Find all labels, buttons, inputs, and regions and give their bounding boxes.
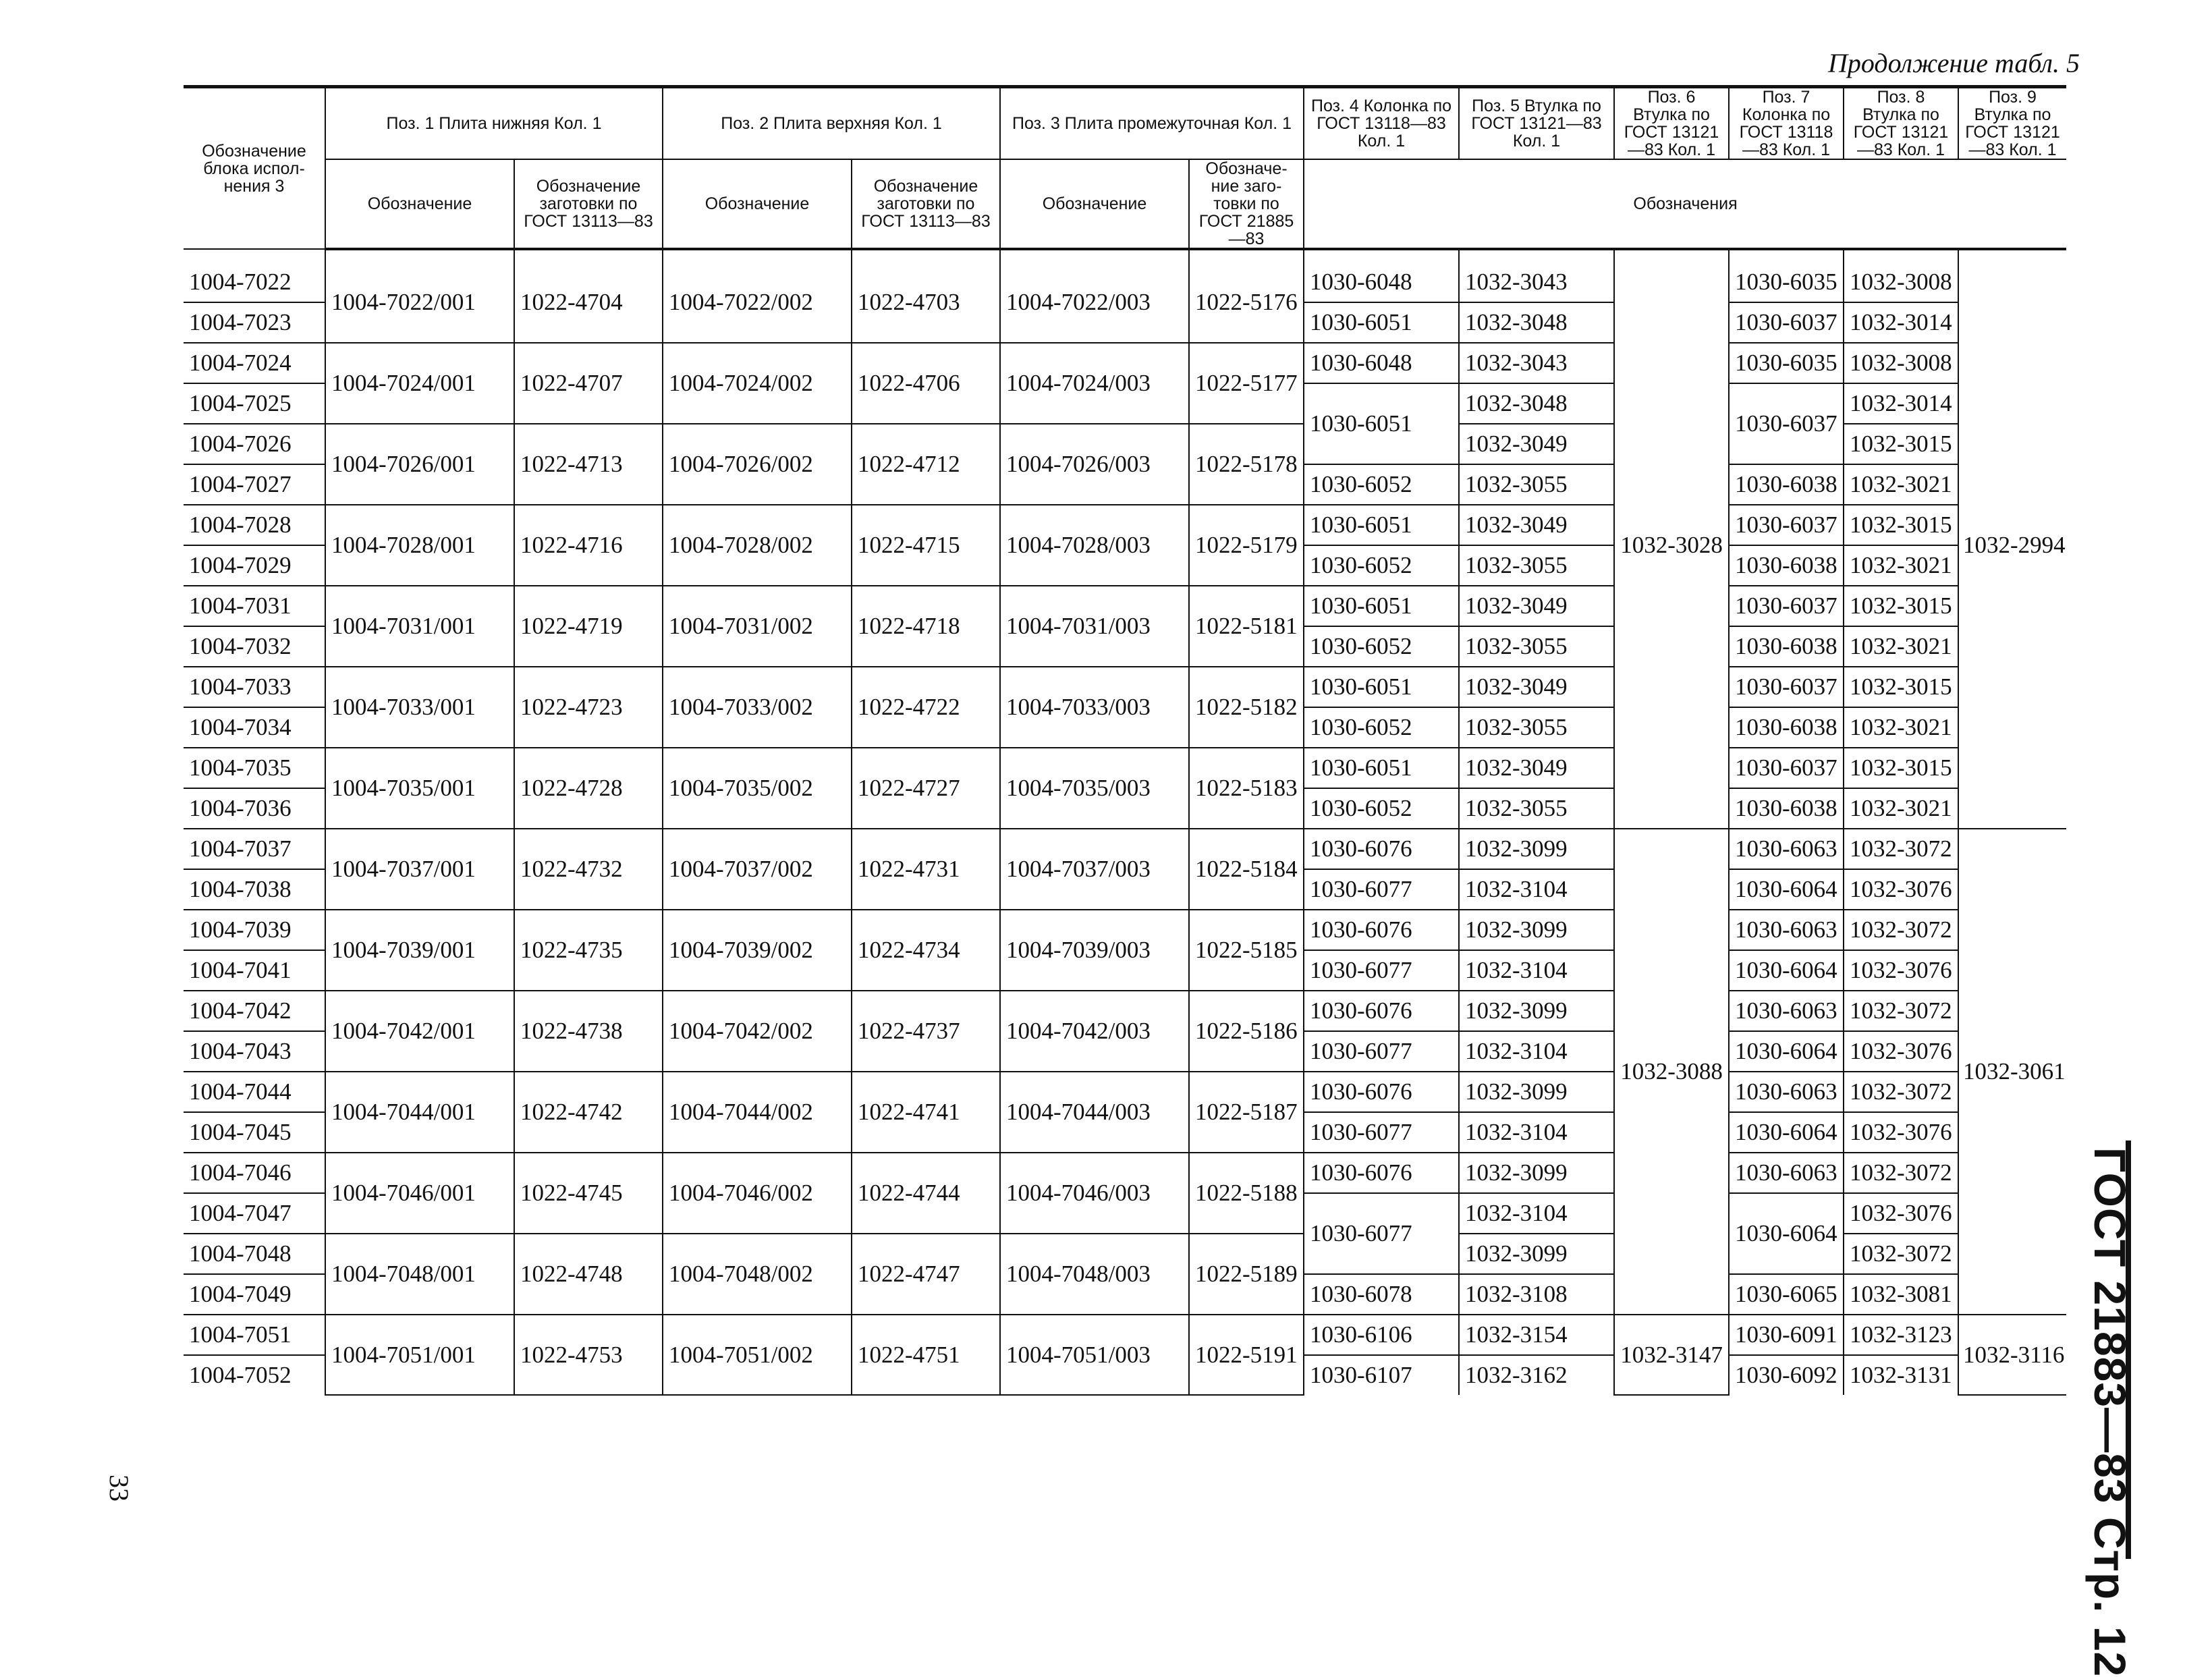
table-row bbox=[184, 586, 2066, 626]
block-code: 1004-7031 bbox=[184, 586, 325, 626]
pos5-bushing: 1032-3104 bbox=[1459, 1031, 1614, 1072]
pos5-bushing: 1032-3049 bbox=[1459, 748, 1614, 788]
table-row bbox=[184, 343, 2066, 383]
header-pos8: Поз. 8 Втулка по ГОСТ 13121—83 Кол. 1 bbox=[1844, 87, 1958, 160]
table-row bbox=[184, 1153, 2066, 1193]
pos1-blank: 1022-4723 bbox=[514, 667, 663, 748]
pos3-designation: 1004-7031/003 bbox=[1000, 586, 1189, 667]
block-code: 1004-7025 bbox=[184, 383, 325, 424]
pos8-bushing: 1032-3076 bbox=[1844, 1112, 1958, 1153]
pos7-column: 1030-6037 bbox=[1729, 383, 1844, 464]
pos3-designation: 1004-7048/003 bbox=[1000, 1234, 1189, 1315]
pos7-column: 1030-6037 bbox=[1729, 302, 1844, 343]
pos1-blank: 1022-4719 bbox=[514, 586, 663, 667]
pos4-column: 1030-6076 bbox=[1304, 829, 1459, 869]
pos1-designation: 1004-7048/001 bbox=[325, 1234, 514, 1315]
table-row bbox=[184, 1315, 2066, 1355]
pos3-designation: 1004-7022/003 bbox=[1000, 249, 1189, 343]
pos3-designation: 1004-7037/003 bbox=[1000, 829, 1189, 910]
table-caption: Продолжение табл. 5 bbox=[1827, 48, 2080, 78]
pos1-designation: 1004-7028/001 bbox=[325, 505, 514, 586]
header-designation-1: Обозначение bbox=[325, 159, 514, 249]
pos3-designation: 1004-7051/003 bbox=[1000, 1315, 1189, 1395]
pos1-blank: 1022-4738 bbox=[514, 991, 663, 1072]
pos7-column: 1030-6037 bbox=[1729, 505, 1844, 545]
pos7-column: 1030-6063 bbox=[1729, 991, 1844, 1031]
block-code: 1004-7048 bbox=[184, 1234, 325, 1274]
pos4-column: 1030-6077 bbox=[1304, 1112, 1459, 1153]
pos4-column: 1030-6107 bbox=[1304, 1355, 1459, 1395]
table-row bbox=[184, 1072, 2066, 1112]
pos5-bushing: 1032-3104 bbox=[1459, 1193, 1614, 1234]
pos4-column: 1030-6077 bbox=[1304, 1031, 1459, 1072]
header-blank-1: Обозначение заготовки по ГОСТ 13113—83 bbox=[514, 159, 663, 249]
header-pos2: Поз. 2 Плита верхняя Кол. 1 bbox=[663, 87, 1000, 160]
pos3-designation: 1004-7044/003 bbox=[1000, 1072, 1189, 1153]
pos5-bushing: 1032-3048 bbox=[1459, 302, 1614, 343]
pos8-bushing: 1032-3021 bbox=[1844, 464, 1958, 505]
table-row bbox=[184, 667, 2066, 707]
pos1-blank: 1022-4732 bbox=[514, 829, 663, 910]
pos5-bushing: 1032-3049 bbox=[1459, 586, 1614, 626]
pos7-column: 1030-6038 bbox=[1729, 626, 1844, 667]
pos2-blank: 1022-4718 bbox=[852, 586, 1000, 667]
pos3-designation: 1004-7026/003 bbox=[1000, 424, 1189, 505]
pos2-blank: 1022-4703 bbox=[852, 249, 1000, 343]
pos3-blank: 1022-5184 bbox=[1189, 829, 1304, 910]
block-code: 1004-7029 bbox=[184, 545, 325, 586]
pos2-designation: 1004-7033/002 bbox=[663, 667, 852, 748]
header-pos3: Поз. 3 Плита промежуточная Кол. 1 bbox=[1000, 87, 1304, 160]
pos3-blank: 1022-5187 bbox=[1189, 1072, 1304, 1153]
pos1-designation: 1004-7026/001 bbox=[325, 424, 514, 505]
pos5-bushing: 1032-3055 bbox=[1459, 626, 1614, 667]
pos1-blank: 1022-4716 bbox=[514, 505, 663, 586]
block-code: 1004-7028 bbox=[184, 505, 325, 545]
block-code: 1004-7052 bbox=[184, 1355, 325, 1395]
pos8-bushing: 1032-3021 bbox=[1844, 788, 1958, 829]
pos8-bushing: 1032-3008 bbox=[1844, 343, 1958, 383]
pos2-designation: 1004-7026/002 bbox=[663, 424, 852, 505]
pos5-bushing: 1032-3049 bbox=[1459, 424, 1614, 464]
block-code: 1004-7045 bbox=[184, 1112, 325, 1153]
pos8-bushing: 1032-3015 bbox=[1844, 667, 1958, 707]
pos4-column: 1030-6048 bbox=[1304, 343, 1459, 383]
pos2-designation: 1004-7044/002 bbox=[663, 1072, 852, 1153]
pos7-column: 1030-6064 bbox=[1729, 950, 1844, 991]
block-code: 1004-7038 bbox=[184, 869, 325, 910]
pos7-column: 1030-6037 bbox=[1729, 586, 1844, 626]
page-number: 33 bbox=[104, 1475, 134, 1502]
pos3-blank: 1022-5191 bbox=[1189, 1315, 1304, 1395]
pos4-column: 1030-6076 bbox=[1304, 1153, 1459, 1193]
pos5-bushing: 1032-3104 bbox=[1459, 950, 1614, 991]
header-designation-3: Обозначение bbox=[1000, 159, 1189, 249]
pos1-designation: 1004-7051/001 bbox=[325, 1315, 514, 1395]
pos7-column: 1030-6038 bbox=[1729, 464, 1844, 505]
pos5-bushing: 1032-3104 bbox=[1459, 869, 1614, 910]
pos1-designation: 1004-7035/001 bbox=[325, 748, 514, 829]
pos3-designation: 1004-7039/003 bbox=[1000, 910, 1189, 991]
block-code: 1004-7032 bbox=[184, 626, 325, 667]
block-code: 1004-7039 bbox=[184, 910, 325, 950]
pos8-bushing: 1032-3014 bbox=[1844, 302, 1958, 343]
pos3-designation: 1004-7028/003 bbox=[1000, 505, 1189, 586]
pos4-column: 1030-6052 bbox=[1304, 707, 1459, 748]
pos2-blank: 1022-4715 bbox=[852, 505, 1000, 586]
pos5-bushing: 1032-3099 bbox=[1459, 829, 1614, 869]
pos4-column: 1030-6051 bbox=[1304, 667, 1459, 707]
pos5-bushing: 1032-3108 bbox=[1459, 1274, 1614, 1315]
pos8-bushing: 1032-3076 bbox=[1844, 1193, 1958, 1234]
pos7-column: 1030-6063 bbox=[1729, 829, 1844, 869]
block-code: 1004-7022 bbox=[184, 249, 325, 302]
data-table bbox=[184, 85, 2066, 1396]
pos8-bushing: 1032-3123 bbox=[1844, 1315, 1958, 1355]
pos4-column: 1030-6051 bbox=[1304, 302, 1459, 343]
block-code: 1004-7034 bbox=[184, 707, 325, 748]
pos4-column: 1030-6052 bbox=[1304, 626, 1459, 667]
pos8-bushing: 1032-3076 bbox=[1844, 869, 1958, 910]
header-pos1: Поз. 1 Плита нижняя Кол. 1 bbox=[325, 87, 663, 160]
pos5-bushing: 1032-3104 bbox=[1459, 1112, 1614, 1153]
pos4-column: 1030-6076 bbox=[1304, 910, 1459, 950]
pos8-bushing: 1032-3015 bbox=[1844, 424, 1958, 464]
pos2-blank: 1022-4712 bbox=[852, 424, 1000, 505]
table-row bbox=[184, 829, 2066, 869]
pos2-blank: 1022-4741 bbox=[852, 1072, 1000, 1153]
pos1-designation: 1004-7037/001 bbox=[325, 829, 514, 910]
header-pos5: Поз. 5 Втулка по ГОСТ 13121—83 Кол. 1 bbox=[1459, 87, 1614, 160]
pos7-column: 1030-6064 bbox=[1729, 869, 1844, 910]
block-code: 1004-7046 bbox=[184, 1153, 325, 1193]
pos4-column: 1030-6078 bbox=[1304, 1274, 1459, 1315]
pos7-column: 1030-6037 bbox=[1729, 667, 1844, 707]
block-code: 1004-7036 bbox=[184, 788, 325, 829]
pos3-blank: 1022-5178 bbox=[1189, 424, 1304, 505]
pos6-bushing: 1032-3147 bbox=[1614, 1315, 1729, 1395]
pos1-designation: 1004-7044/001 bbox=[325, 1072, 514, 1153]
pos7-column: 1030-6064 bbox=[1729, 1193, 1844, 1274]
pos4-column: 1030-6077 bbox=[1304, 950, 1459, 991]
block-code: 1004-7049 bbox=[184, 1274, 325, 1315]
pos2-designation: 1004-7048/002 bbox=[663, 1234, 852, 1315]
pos7-column: 1030-6038 bbox=[1729, 545, 1844, 586]
pos4-column: 1030-6051 bbox=[1304, 383, 1459, 464]
block-code: 1004-7037 bbox=[184, 829, 325, 869]
pos3-blank: 1022-5186 bbox=[1189, 991, 1304, 1072]
block-code: 1004-7051 bbox=[184, 1315, 325, 1355]
block-code: 1004-7027 bbox=[184, 464, 325, 505]
pos7-column: 1030-6065 bbox=[1729, 1274, 1844, 1315]
pos3-designation: 1004-7033/003 bbox=[1000, 667, 1189, 748]
header-pos9: Поз. 9 Втулка по ГОСТ 13121—83 Кол. 1 bbox=[1958, 87, 2066, 160]
pos4-column: 1030-6051 bbox=[1304, 505, 1459, 545]
pos7-column: 1030-6038 bbox=[1729, 707, 1844, 748]
pos1-blank: 1022-4728 bbox=[514, 748, 663, 829]
pos7-column: 1030-6092 bbox=[1729, 1355, 1844, 1395]
block-code: 1004-7044 bbox=[184, 1072, 325, 1112]
pos7-column: 1030-6091 bbox=[1729, 1315, 1844, 1355]
pos1-designation: 1004-7042/001 bbox=[325, 991, 514, 1072]
pos1-designation: 1004-7031/001 bbox=[325, 586, 514, 667]
pos8-bushing: 1032-3072 bbox=[1844, 910, 1958, 950]
pos1-designation: 1004-7046/001 bbox=[325, 1153, 514, 1234]
block-code: 1004-7024 bbox=[184, 343, 325, 383]
pos5-bushing: 1032-3055 bbox=[1459, 788, 1614, 829]
pos9-bushing: 1032-3116 bbox=[1958, 1315, 2066, 1395]
pos3-designation: 1004-7042/003 bbox=[1000, 991, 1189, 1072]
pos7-column: 1030-6063 bbox=[1729, 1072, 1844, 1112]
pos5-bushing: 1032-3162 bbox=[1459, 1355, 1614, 1395]
pos3-blank: 1022-5185 bbox=[1189, 910, 1304, 991]
pos1-blank: 1022-4753 bbox=[514, 1315, 663, 1395]
pos8-bushing: 1032-3014 bbox=[1844, 383, 1958, 424]
pos6-bushing: 1032-3028 bbox=[1614, 249, 1729, 829]
pos8-bushing: 1032-3072 bbox=[1844, 1234, 1958, 1274]
pos3-designation: 1004-7035/003 bbox=[1000, 748, 1189, 829]
pos5-bushing: 1032-3043 bbox=[1459, 343, 1614, 383]
pos8-bushing: 1032-3015 bbox=[1844, 586, 1958, 626]
pos3-blank: 1022-5182 bbox=[1189, 667, 1304, 748]
pos2-blank: 1022-4706 bbox=[852, 343, 1000, 424]
pos1-blank: 1022-4704 bbox=[514, 249, 663, 343]
pos4-column: 1030-6106 bbox=[1304, 1315, 1459, 1355]
pos8-bushing: 1032-3076 bbox=[1844, 1031, 1958, 1072]
pos7-column: 1030-6063 bbox=[1729, 910, 1844, 950]
pos1-blank: 1022-4748 bbox=[514, 1234, 663, 1315]
header-designations: Обозначения bbox=[1304, 159, 2066, 249]
pos1-blank: 1022-4745 bbox=[514, 1153, 663, 1234]
table-row bbox=[184, 910, 2066, 950]
pos8-bushing: 1032-3015 bbox=[1844, 748, 1958, 788]
pos1-designation: 1004-7022/001 bbox=[325, 249, 514, 343]
pos1-blank: 1022-4735 bbox=[514, 910, 663, 991]
table-row bbox=[184, 249, 2066, 302]
pos5-bushing: 1032-3154 bbox=[1459, 1315, 1614, 1355]
pos2-designation: 1004-7046/002 bbox=[663, 1153, 852, 1234]
pos7-column: 1030-6035 bbox=[1729, 343, 1844, 383]
pos2-blank: 1022-4737 bbox=[852, 991, 1000, 1072]
pos5-bushing: 1032-3049 bbox=[1459, 667, 1614, 707]
pos2-designation: 1004-7035/002 bbox=[663, 748, 852, 829]
block-code: 1004-7035 bbox=[184, 748, 325, 788]
pos4-column: 1030-6052 bbox=[1304, 545, 1459, 586]
pos2-designation: 1004-7042/002 bbox=[663, 991, 852, 1072]
header-blank-2: Обозначение заготовки по ГОСТ 13113—83 bbox=[852, 159, 1000, 249]
pos2-blank: 1022-4731 bbox=[852, 829, 1000, 910]
block-code: 1004-7026 bbox=[184, 424, 325, 464]
pos5-bushing: 1032-3048 bbox=[1459, 383, 1614, 424]
pos2-blank: 1022-4747 bbox=[852, 1234, 1000, 1315]
pos4-column: 1030-6077 bbox=[1304, 1193, 1459, 1274]
pos4-column: 1030-6076 bbox=[1304, 1072, 1459, 1112]
pos8-bushing: 1032-3076 bbox=[1844, 950, 1958, 991]
pos7-column: 1030-6037 bbox=[1729, 748, 1844, 788]
block-code: 1004-7023 bbox=[184, 302, 325, 343]
standard-label: ГОСТ 21883—83 Стр. 12 bbox=[2085, 1147, 2135, 1677]
pos3-blank: 1022-5189 bbox=[1189, 1234, 1304, 1315]
pos4-column: 1030-6052 bbox=[1304, 464, 1459, 505]
pos5-bushing: 1032-3099 bbox=[1459, 910, 1614, 950]
block-code: 1004-7041 bbox=[184, 950, 325, 991]
pos5-bushing: 1032-3055 bbox=[1459, 545, 1614, 586]
pos2-designation: 1004-7051/002 bbox=[663, 1315, 852, 1395]
pos4-column: 1030-6077 bbox=[1304, 869, 1459, 910]
pos5-bushing: 1032-3099 bbox=[1459, 1072, 1614, 1112]
pos8-bushing: 1032-3131 bbox=[1844, 1355, 1958, 1395]
pos1-blank: 1022-4713 bbox=[514, 424, 663, 505]
table-row bbox=[184, 505, 2066, 545]
block-code: 1004-7042 bbox=[184, 991, 325, 1031]
pos8-bushing: 1032-3081 bbox=[1844, 1274, 1958, 1315]
pos5-bushing: 1032-3049 bbox=[1459, 505, 1614, 545]
pos7-column: 1030-6063 bbox=[1729, 1153, 1844, 1193]
pos7-column: 1030-6064 bbox=[1729, 1031, 1844, 1072]
pos3-blank: 1022-5177 bbox=[1189, 343, 1304, 424]
pos2-designation: 1004-7022/002 bbox=[663, 249, 852, 343]
pos5-bushing: 1032-3055 bbox=[1459, 707, 1614, 748]
pos2-blank: 1022-4744 bbox=[852, 1153, 1000, 1234]
block-code: 1004-7033 bbox=[184, 667, 325, 707]
pos8-bushing: 1032-3008 bbox=[1844, 249, 1958, 302]
pos3-designation: 1004-7046/003 bbox=[1000, 1153, 1189, 1234]
pos2-blank: 1022-4751 bbox=[852, 1315, 1000, 1395]
pos1-blank: 1022-4742 bbox=[514, 1072, 663, 1153]
pos2-blank: 1022-4727 bbox=[852, 748, 1000, 829]
pos3-blank: 1022-5188 bbox=[1189, 1153, 1304, 1234]
pos3-designation: 1004-7024/003 bbox=[1000, 343, 1189, 424]
pos7-column: 1030-6035 bbox=[1729, 249, 1844, 302]
header-pos4: Поз. 4 Колонка по ГОСТ 13118—83 Кол. 1 bbox=[1304, 87, 1459, 160]
pos4-column: 1030-6048 bbox=[1304, 249, 1459, 302]
pos2-designation: 1004-7039/002 bbox=[663, 910, 852, 991]
pos4-column: 1030-6051 bbox=[1304, 748, 1459, 788]
pos8-bushing: 1032-3021 bbox=[1844, 545, 1958, 586]
header-designation-2: Обозначение bbox=[663, 159, 852, 249]
pos3-blank: 1022-5176 bbox=[1189, 249, 1304, 343]
pos8-bushing: 1032-3072 bbox=[1844, 1153, 1958, 1193]
pos9-bushing: 1032-2994 bbox=[1958, 249, 2066, 829]
pos2-designation: 1004-7037/002 bbox=[663, 829, 852, 910]
pos3-blank: 1022-5183 bbox=[1189, 748, 1304, 829]
pos1-blank: 1022-4707 bbox=[514, 343, 663, 424]
pos5-bushing: 1032-3055 bbox=[1459, 464, 1614, 505]
table-body bbox=[184, 249, 2066, 1395]
pos2-blank: 1022-4722 bbox=[852, 667, 1000, 748]
pos9-bushing: 1032-3061 bbox=[1958, 829, 2066, 1315]
pos8-bushing: 1032-3072 bbox=[1844, 1072, 1958, 1112]
pos4-column: 1030-6051 bbox=[1304, 586, 1459, 626]
pos1-designation: 1004-7033/001 bbox=[325, 667, 514, 748]
table-row bbox=[184, 991, 2066, 1031]
pos5-bushing: 1032-3099 bbox=[1459, 1153, 1614, 1193]
header-blank-3: Обозначе- ние заго- товки по ГОСТ 21885—83 bbox=[1189, 159, 1304, 249]
pos4-column: 1030-6076 bbox=[1304, 991, 1459, 1031]
header-pos7: Поз. 7 Колонка по ГОСТ 13118—83 Кол. 1 bbox=[1729, 87, 1844, 160]
pos3-blank: 1022-5179 bbox=[1189, 505, 1304, 586]
pos5-bushing: 1032-3099 bbox=[1459, 991, 1614, 1031]
pos2-designation: 1004-7028/002 bbox=[663, 505, 852, 586]
pos4-column: 1030-6052 bbox=[1304, 788, 1459, 829]
header-block: Обозначение блока испол- нения 3 bbox=[184, 87, 325, 250]
pos8-bushing: 1032-3072 bbox=[1844, 991, 1958, 1031]
pos2-blank: 1022-4734 bbox=[852, 910, 1000, 991]
pos6-bushing: 1032-3088 bbox=[1614, 829, 1729, 1315]
pos3-blank: 1022-5181 bbox=[1189, 586, 1304, 667]
table-row bbox=[184, 748, 2066, 788]
pos2-designation: 1004-7031/002 bbox=[663, 586, 852, 667]
pos5-bushing: 1032-3043 bbox=[1459, 249, 1614, 302]
pos5-bushing: 1032-3099 bbox=[1459, 1234, 1614, 1274]
pos8-bushing: 1032-3021 bbox=[1844, 626, 1958, 667]
pos7-column: 1030-6064 bbox=[1729, 1112, 1844, 1153]
pos8-bushing: 1032-3015 bbox=[1844, 505, 1958, 545]
block-code: 1004-7043 bbox=[184, 1031, 325, 1072]
pos7-column: 1030-6038 bbox=[1729, 788, 1844, 829]
pos8-bushing: 1032-3021 bbox=[1844, 707, 1958, 748]
pos2-designation: 1004-7024/002 bbox=[663, 343, 852, 424]
pos1-designation: 1004-7024/001 bbox=[325, 343, 514, 424]
header-pos6: Поз. 6 Втулка по ГОСТ 13121—83 Кол. 1 bbox=[1614, 87, 1729, 160]
pos8-bushing: 1032-3072 bbox=[1844, 829, 1958, 869]
pos1-designation: 1004-7039/001 bbox=[325, 910, 514, 991]
block-code: 1004-7047 bbox=[184, 1193, 325, 1234]
